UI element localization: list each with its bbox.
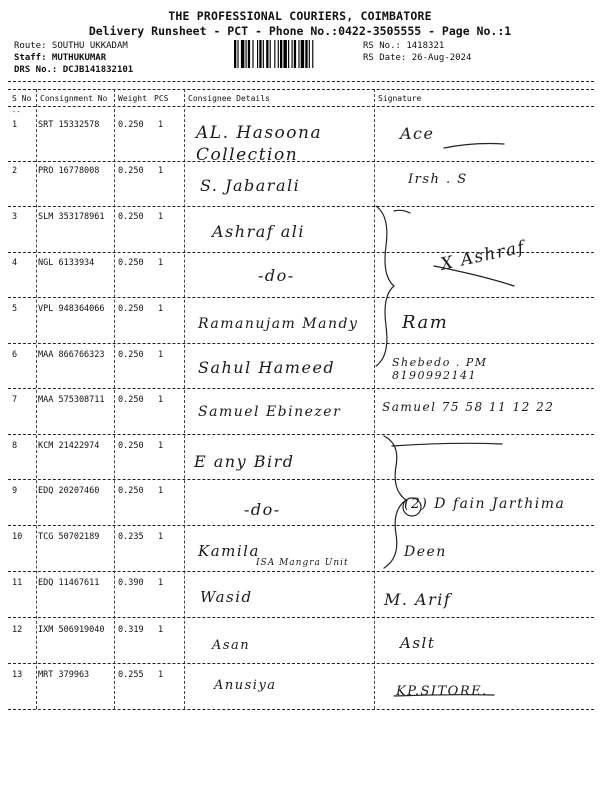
row-weight: 0.250 — [118, 441, 144, 451]
row-weight: 0.250 — [118, 258, 144, 268]
header-rule-top — [8, 81, 594, 82]
row-consignment: SRT 15332578 — [38, 120, 100, 130]
row-weight: 0.319 — [118, 625, 144, 635]
row-weight: 0.255 — [118, 670, 144, 680]
row-sno: 6 — [12, 350, 18, 360]
row-weight: 0.250 — [118, 486, 144, 496]
row-pcs: 1 — [158, 258, 164, 268]
circle-mark — [403, 498, 421, 516]
row-consignment: NGL 6133934 — [38, 258, 95, 268]
col-signature-header: Signature — [378, 94, 422, 103]
row-pcs: 1 — [158, 532, 164, 542]
row-sno: 8 — [12, 441, 18, 451]
signature-strokes — [374, 106, 594, 710]
row-sno: 7 — [12, 395, 18, 405]
row-pcs: 1 — [158, 395, 164, 405]
row-sno: 10 — [12, 532, 23, 542]
row-pcs: 1 — [158, 441, 164, 451]
col-divider — [36, 89, 37, 709]
row-pcs: 1 — [158, 486, 164, 496]
drs-label: DRS No.: DCJB141832101 — [14, 65, 134, 75]
row-weight: 0.250 — [118, 395, 144, 405]
row-consignee: E any Bird — [194, 452, 295, 471]
row-consignee: Ramanujam Mandy — [198, 316, 359, 332]
row-signature: Deen — [404, 544, 447, 560]
row-consignee: Ashraf ali — [212, 222, 306, 241]
col-weight-header: Weight — [118, 94, 147, 103]
header-rule — [8, 89, 594, 90]
row-weight: 0.250 — [118, 304, 144, 314]
col-sno-header: S No — [12, 94, 32, 103]
row-pcs: 1 — [158, 625, 164, 635]
row-weight: 0.250 — [118, 120, 144, 130]
row-consignment: PRO 16778008 — [38, 166, 100, 176]
row-consignment: EDQ 20207460 — [38, 486, 100, 496]
row-consignment: IXM 506919040 — [38, 625, 105, 635]
row-sno: 1 — [12, 120, 18, 130]
row-sno: 2 — [12, 166, 18, 176]
row-sno: 11 — [12, 578, 23, 588]
runsheet-subtitle: Delivery Runsheet - PCT - Phone No.:0422-3505555 - Page No.:1 — [88, 24, 512, 38]
row-weight: 0.250 — [118, 212, 144, 222]
meta-right — [363, 40, 471, 64]
row-consignment: MAA 575308711 — [38, 395, 105, 405]
row-consignee: Wasid — [200, 588, 253, 606]
route-label: Route: SOUTHU UKKADAM — [14, 41, 128, 51]
row-consignee: Kamila — [198, 542, 260, 560]
row-consignee: S. Jabarali — [200, 176, 301, 195]
meta-left — [14, 40, 133, 76]
row-consignee-note: ISA Mangra Unit — [256, 558, 349, 568]
row-pcs: 1 — [158, 350, 164, 360]
row-signature: Ram — [402, 312, 449, 333]
row-consignment: MRT 379963 — [38, 670, 90, 680]
row-consignee: Asan — [212, 638, 251, 653]
barcode-image — [233, 40, 358, 68]
row-consignee: -do- — [258, 266, 295, 285]
row-consignment: SLM 353178961 — [38, 212, 105, 222]
staff-label: Staff: MUTHUKUMAR — [14, 53, 107, 63]
company-title: THE PROFESSIONAL COURIERS, COIMBATORE — [168, 9, 432, 23]
row-signature: Aslt — [400, 634, 436, 652]
row-pcs: 1 — [158, 120, 164, 130]
rs-no-label: RS No.: 1418321 — [363, 41, 445, 51]
row-consignment: KCM 21422974 — [38, 441, 100, 451]
row-consignee: Samuel Ebinezer — [198, 404, 342, 420]
row-sno: 5 — [12, 304, 18, 314]
row-weight: 0.250 — [118, 350, 144, 360]
row-signature: (2) D fain Jarthima — [404, 496, 566, 512]
col-pcs-header: PCS — [154, 94, 169, 103]
col-divider — [184, 89, 185, 709]
row-pcs: 1 — [158, 304, 164, 314]
col-consignment-header: Consignment No — [40, 94, 108, 103]
row-signature: Shebedo . PM 8190992141 — [392, 356, 488, 382]
row-weight: 0.250 — [118, 166, 144, 176]
row-signature: Irsh . S — [408, 172, 468, 187]
row-sno: 13 — [12, 670, 23, 680]
continuation-mark: -- — [12, 108, 21, 116]
row-sno: 3 — [12, 212, 18, 222]
row-pcs: 1 — [158, 578, 164, 588]
row-pcs: 1 — [158, 166, 164, 176]
row-sno: 9 — [12, 486, 18, 496]
row-weight: 0.235 — [118, 532, 144, 542]
row-signature: Ace — [400, 124, 435, 143]
col-divider — [114, 89, 115, 709]
row-signature: X Ashraf — [438, 237, 528, 275]
row-consignee: -do- — [244, 500, 281, 519]
row-consignment: EDQ 11467611 — [38, 578, 100, 588]
row-signature: M. Arif — [384, 590, 452, 609]
row-consignee: AL. Hasoona Collection — [196, 123, 323, 165]
row-consignment: VPL 948364066 — [38, 304, 105, 314]
row-pcs: 1 — [158, 670, 164, 680]
col-consignee-header: Consignee Details — [188, 94, 270, 103]
rs-date-label: RS Date: 26-Aug-2024 — [363, 53, 472, 63]
row-consignee: Anusiya — [214, 678, 277, 693]
row-signature: Samuel 75 58 11 12 22 — [382, 400, 555, 414]
row-weight: 0.390 — [118, 578, 144, 588]
row-consignee: Sahul Hameed — [198, 358, 336, 377]
row-signature: KP.SITORE. — [396, 684, 488, 699]
row-sno: 12 — [12, 625, 23, 635]
row-pcs: 1 — [158, 212, 164, 222]
row-consignment: MAA 866766323 — [38, 350, 105, 360]
row-sno: 4 — [12, 258, 18, 268]
row-consignment: TCG 50702189 — [38, 532, 100, 542]
